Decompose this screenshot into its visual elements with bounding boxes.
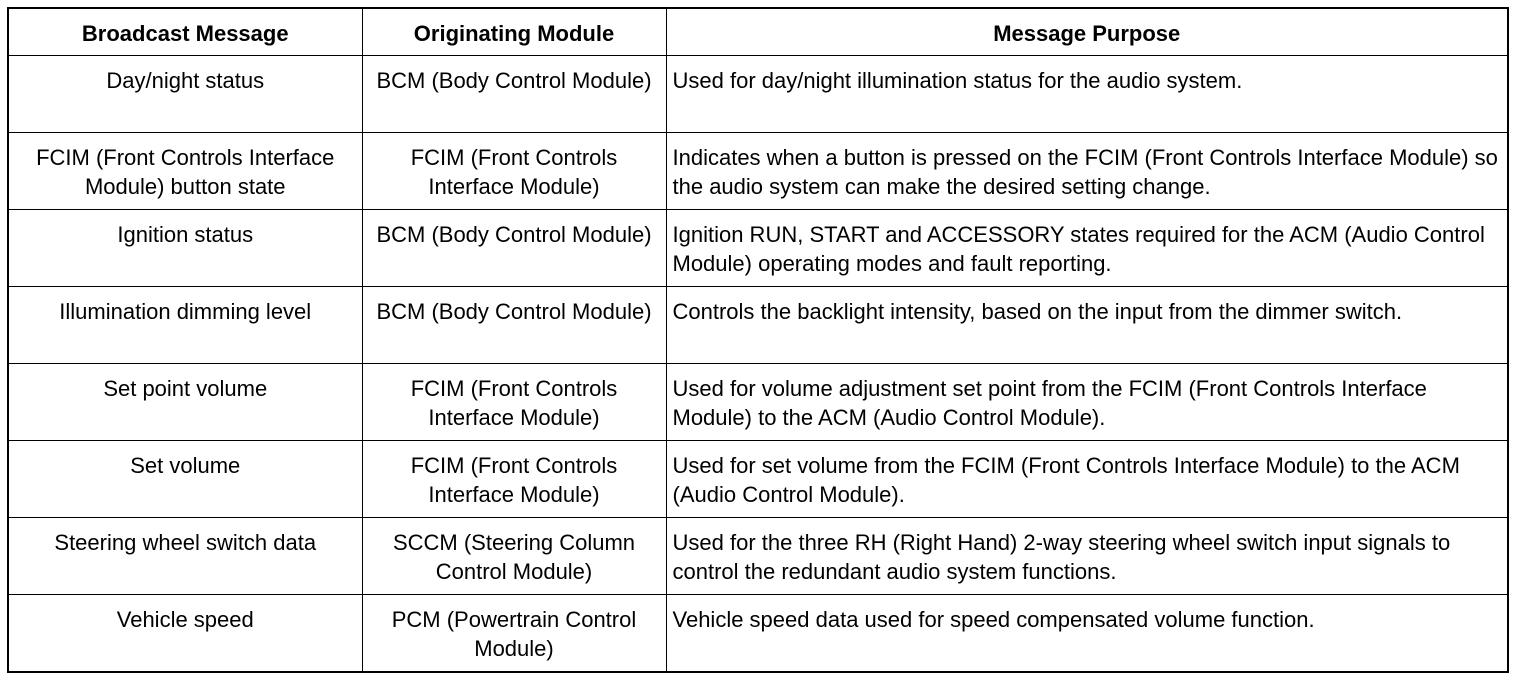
originating-module-cell: BCM (Body Control Module) (362, 210, 666, 287)
originating-module-cell: BCM (Body Control Module) (362, 56, 666, 133)
broadcast-message-table (7, 7, 1509, 673)
table-row (8, 287, 1508, 364)
table-row (8, 595, 1508, 672)
message-purpose-cell: Used for day/night illumination status for the audio system. (666, 56, 1508, 133)
table-row (8, 56, 1508, 133)
table-row (8, 441, 1508, 518)
broadcast-message-cell: Day/night status (8, 56, 362, 133)
originating-module-cell: PCM (Powertrain Control Module) (362, 595, 666, 672)
broadcast-message-cell: FCIM (Front Controls Interface Module) button state (8, 133, 362, 210)
table-header-row (8, 8, 1508, 56)
originating-module-cell: FCIM (Front Controls Interface Module) (362, 364, 666, 441)
table-row (8, 210, 1508, 287)
message-purpose-cell: Indicates when a button is pressed on the FCIM (Front Controls Interface Module) so the audio system can make the desired setting change. (666, 133, 1508, 210)
message-purpose-cell: Used for the three RH (Right Hand) 2-way steering wheel switch input signals to control the redundant audio system functions. (666, 518, 1508, 595)
broadcast-message-cell: Illumination dimming level (8, 287, 362, 364)
broadcast-message-cell: Vehicle speed (8, 595, 362, 672)
originating-module-cell: SCCM (Steering Column Control Module) (362, 518, 666, 595)
originating-module-cell: FCIM (Front Controls Interface Module) (362, 441, 666, 518)
header-originating-module: Originating Module (362, 8, 666, 56)
message-purpose-cell: Vehicle speed data used for speed compensated volume function. (666, 595, 1508, 672)
message-purpose-cell: Used for set volume from the FCIM (Front Controls Interface Module) to the ACM (Audio Control Module). (666, 441, 1508, 518)
broadcast-message-cell: Set volume (8, 441, 362, 518)
header-broadcast-message: Broadcast Message (8, 8, 362, 56)
broadcast-message-cell: Steering wheel switch data (8, 518, 362, 595)
table-row (8, 364, 1508, 441)
table-row (8, 518, 1508, 595)
table-row (8, 133, 1508, 210)
broadcast-message-cell: Ignition status (8, 210, 362, 287)
broadcast-message-cell: Set point volume (8, 364, 362, 441)
originating-module-cell: BCM (Body Control Module) (362, 287, 666, 364)
originating-module-cell: FCIM (Front Controls Interface Module) (362, 133, 666, 210)
header-message-purpose: Message Purpose (666, 8, 1508, 56)
message-purpose-cell: Used for volume adjustment set point from the FCIM (Front Controls Interface Module) to the ACM (Audio Control Module). (666, 364, 1508, 441)
message-purpose-cell: Controls the backlight intensity, based on the input from the dimmer switch. (666, 287, 1508, 364)
message-purpose-cell: Ignition RUN, START and ACCESSORY states required for the ACM (Audio Control Module) operating modes and fault reporting. (666, 210, 1508, 287)
